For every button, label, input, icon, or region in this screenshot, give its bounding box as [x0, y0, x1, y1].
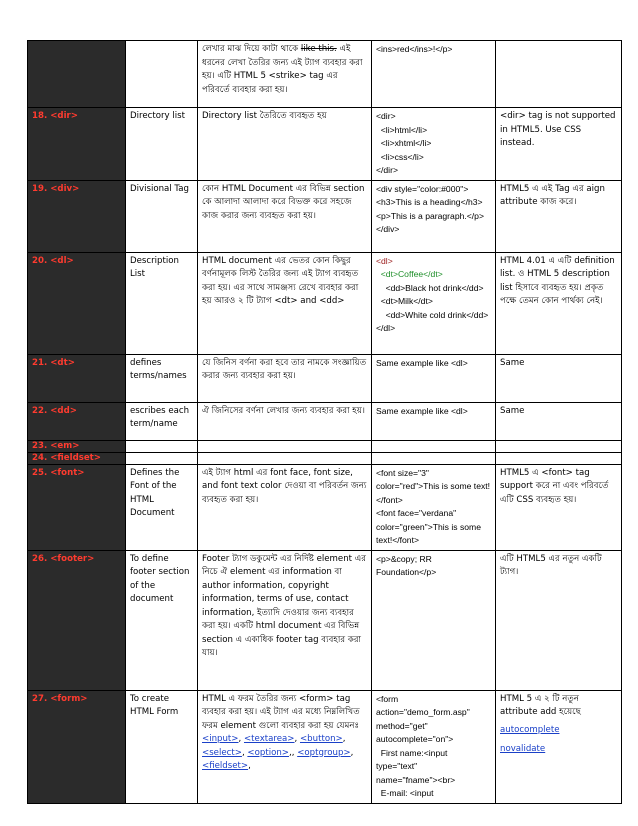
table-row [28, 690, 622, 803]
name-cell: Defines the Font of the HTML Document [126, 464, 198, 550]
code-line: <h3>This is a heading</h3> [376, 197, 483, 207]
example-cell: <p>&copy; RR Foundation</p> [372, 550, 496, 690]
link-optgroup-tag[interactable]: <optgroup> [297, 747, 351, 758]
name-cell [126, 41, 198, 108]
code-line: </dl> [376, 323, 396, 333]
row-number: 19. [32, 183, 48, 194]
tag-name: <dt> [50, 357, 75, 368]
code-line: <font face="verdana" color="green">This is some text!</font> [376, 508, 481, 545]
table-row [28, 252, 622, 354]
note-cell [496, 440, 622, 452]
example-cell [372, 41, 496, 108]
code-line: <dd>Black hot drink</dd> [376, 282, 484, 293]
description-text: এই ধরনের লেখা তৈরির জন্য এই ট্যাগ ব্যবহার করা হয়। এটি HTML 5 <strike> tag এর পরিবর্তে ব্যবহার করা হয়। [202, 44, 363, 95]
description-cell: Footer ট্যাগ ডকুমেন্ট এর নির্দিষ্ট element এর নিচে ঐ element এর information বা author information, copyright information, terms of use, contact information, ইত্যাদি দেওয়ার জন্য ব্যবহার করা হয়। একটি html document এর বিভিন্ন section এ একাধিক footer tag ব্যবহার করা যায়। [198, 550, 372, 690]
code-line: <dd>White cold drink</dd> [376, 309, 489, 320]
tag-name: <form> [50, 693, 88, 704]
example-cell [372, 464, 496, 550]
note-cell: HTML 4.01 এ এটি definition list. ও HTML 5 description list হিসাবে ব্যবহৃত হয়। প্রকৃত পক্ষে তেমন কোন পার্থক্য নেই। [496, 252, 622, 354]
example-cell: Same example like <dl> [372, 402, 496, 440]
note-cell: <dir> tag is not supported in HTML5. Use CSS instead. [496, 108, 622, 181]
example-cell [372, 252, 496, 354]
table-row [28, 180, 622, 252]
name-cell [126, 440, 198, 452]
tag-cell [28, 252, 126, 354]
name-cell: defines terms/names [126, 354, 198, 402]
tag-cell [28, 690, 126, 803]
code-line: <dl> [376, 255, 393, 266]
description-cell: HTML এ ফরম তৈরির জন্য <form> tag ব্যবহার করা হয়। এই ট্যাগ এর মধ্যে নিম্নলিখিত ফরম element গুলো ব্যবহার করা হয় যেমনঃ <input>, <textarea>, <button>, <select>, <option>,, <optgroup>, <fieldset>, [198, 690, 372, 803]
example-cell [372, 108, 496, 181]
tag-cell [28, 402, 126, 440]
code-line: <li>html</li> [376, 124, 428, 135]
link-select-tag[interactable]: <select> [202, 747, 242, 758]
code-line: First name:<input [376, 747, 448, 758]
note-cell: HTML5 এ <font> tag support করে না এবং পরিবর্তে এটি CSS ব্যবহৃত হয়। [496, 464, 622, 550]
row-number: 27. [32, 693, 48, 704]
link-autocomplete[interactable]: autocomplete [500, 724, 560, 735]
link-textarea-tag[interactable]: <textarea> [243, 734, 295, 744]
code-line: <font size="3" color="red">This is some text!</font> [376, 467, 491, 505]
tag-name: <fieldset> [50, 452, 101, 463]
example-cell: Same example like <dl> [372, 354, 496, 402]
description-cell: কোন HTML Document এর বিভিন্ন section কে আলাদা আলাদা করে বিভক্ত করে সহজে কাজ করার জন্য ব্যবহৃত করা হয়। [198, 180, 372, 252]
code-line: E-mail: <input [376, 788, 434, 798]
note-cell: Same [496, 402, 622, 440]
code-line: <dir> [376, 111, 396, 121]
code-line: <li>xhtml</li> [376, 138, 432, 148]
table-row [28, 550, 622, 690]
code-line: <dt>Coffee</dt> [376, 269, 443, 279]
row-number: 23. [32, 440, 48, 451]
description-text: লেখার মাঝ দিয়ে কাটা থাকে [202, 44, 301, 54]
description-cell: যে জিনিস বর্ণনা করা হবে তার নামকে সংজ্ঞায়িত করার জন্য ব্যবহার করা হয়। [198, 354, 372, 402]
table-row [28, 452, 622, 464]
tag-name: <dd> [50, 405, 77, 416]
link-input-tag[interactable]: <input> [202, 734, 239, 744]
example-cell [372, 180, 496, 252]
code-line: <form [376, 693, 399, 704]
code-line: <ins>red</ins>!</p> [376, 44, 453, 54]
example-cell [372, 690, 496, 803]
note-cell [496, 41, 622, 108]
tag-cell [28, 180, 126, 252]
tag-cell [28, 452, 126, 464]
row-number: 20. [32, 255, 48, 266]
description-cell: Directory list তৈরিতে ব্যবহৃত হয় [198, 108, 372, 181]
tag-name: <dir> [50, 111, 78, 121]
link-button-tag[interactable]: <button> [299, 734, 343, 744]
table-row [28, 41, 622, 108]
note-cell: Same [496, 354, 622, 402]
tag-name: <footer> [50, 553, 95, 564]
name-cell: escribes each term/name [126, 402, 198, 440]
tag-cell [28, 354, 126, 402]
note-cell: HTML5 এ এই Tag এর aign attribute কাজ করে। [496, 180, 622, 252]
html-tags-table [27, 40, 622, 804]
code-line: autocomplete="on"> [376, 734, 454, 744]
row-number: 24. [32, 452, 48, 463]
tag-cell [28, 108, 126, 181]
example-cell [372, 452, 496, 464]
code-line: name="fname"><br> [376, 774, 456, 785]
tag-cell [28, 41, 126, 108]
name-cell: To define footer section of the document [126, 550, 198, 690]
note-cell [496, 452, 622, 464]
description-cell [198, 440, 372, 452]
code-line: </dir> [376, 165, 398, 175]
code-line: <li>css</li> [376, 151, 424, 162]
name-cell: Directory list [126, 108, 198, 181]
tag-name: <dl> [50, 255, 74, 266]
link-novalidate[interactable]: novalidate [500, 744, 546, 754]
code-line: method="get" [376, 720, 428, 731]
name-cell: Description List [126, 252, 198, 354]
description-cell: HTML document এর ভেতর কোন কিছুর বর্ণনামূলক লিস্ট তৈরির জন্য এই ট্যাগ ব্যবহৃত করা হয়। এর সাথে সামঞ্জস্য রেখে ব্যবহার করা হয় আরও ২ টি ট্যাগ <dt> and <dd> [198, 252, 372, 354]
note-cell [496, 690, 622, 803]
description-text: HTML এ ফরম তৈরির জন্য <form> tag ব্যবহার করা হয়। এই ট্যাগ এর মধ্যে নিম্নলিখিত ফরম element গুলো ব্যবহার করা হয় যেমনঃ [202, 693, 360, 731]
tag-cell [28, 440, 126, 452]
tag-name: <font> [50, 467, 85, 478]
tag-name: <div> [50, 183, 80, 194]
row-number: 18. [32, 111, 48, 121]
description-cell [198, 41, 372, 108]
row-number: 21. [32, 357, 48, 368]
strike-sample: like this. [300, 44, 337, 54]
table-row [28, 464, 622, 550]
code-line: <dt>Milk</dt> [376, 296, 433, 306]
row-number: 22. [32, 405, 48, 416]
table-row [28, 108, 622, 181]
table-row [28, 440, 622, 452]
code-line: </div> [376, 224, 400, 234]
code-line: <div style="color:#000"> [376, 183, 469, 194]
description-cell [198, 452, 372, 464]
note-text: HTML 5 এ ২ টি নতুন attribute add হয়েছে [500, 693, 581, 717]
table-row [28, 402, 622, 440]
tag-cell [28, 464, 126, 550]
example-cell [372, 440, 496, 452]
code-line: action="demo_form.asp" [376, 707, 470, 717]
link-fieldset-tag[interactable]: <fieldset> [202, 761, 249, 771]
name-cell [126, 452, 198, 464]
description-cell: এই ট্যাগ html এর font face, font size, and font text color দেওয়া বা পরিবর্তন জন্য ব্যবহৃত করা হয়। [198, 464, 372, 550]
tag-name: <em> [50, 440, 80, 451]
row-number: 25. [32, 467, 48, 478]
table-row [28, 354, 622, 402]
code-line: <p>This is a paragraph.</p> [376, 210, 484, 221]
name-cell: To create HTML Form [126, 690, 198, 803]
link-option-tag[interactable]: <option> [247, 747, 289, 758]
note-cell: এটি HTML5 এর নতুন একটি ট্যাগ। [496, 550, 622, 690]
row-number: 26. [32, 553, 48, 564]
description-cell: ঐ জিনিসের বর্ণনা লেখার জন্য ব্যবহার করা হয়। [198, 402, 372, 440]
code-line: type="text" [376, 761, 418, 771]
tag-cell [28, 550, 126, 690]
name-cell: Divisional Tag [126, 180, 198, 252]
